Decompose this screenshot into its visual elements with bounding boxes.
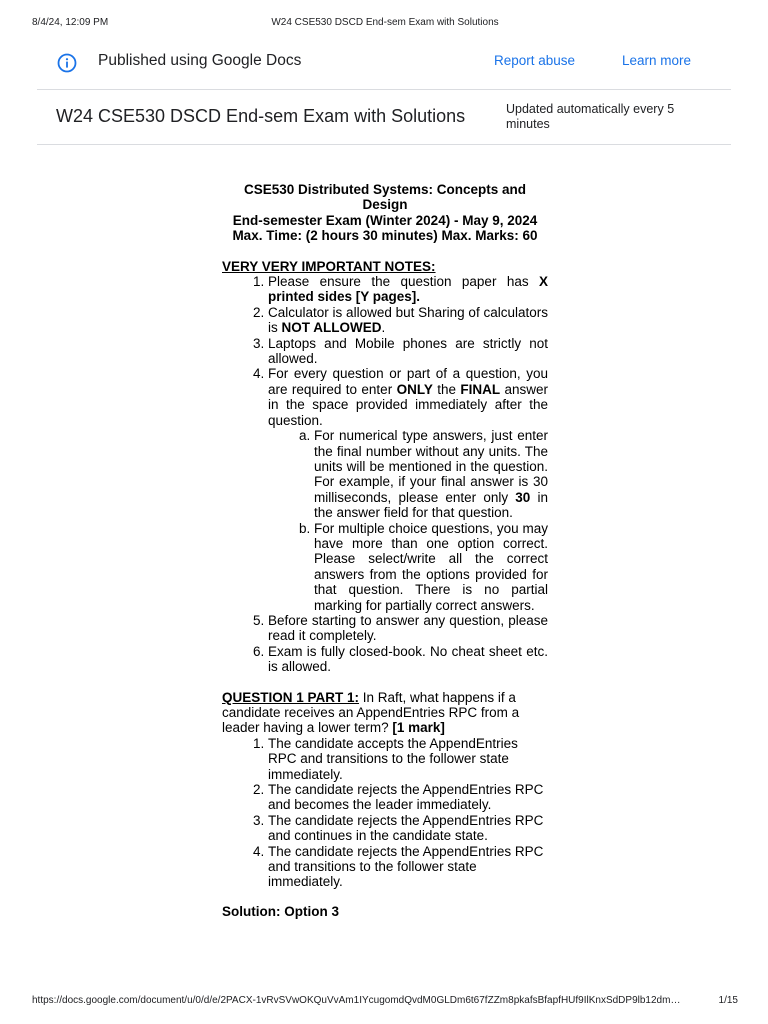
sub-notes-list — [268, 428, 548, 613]
published-bar — [37, 44, 731, 82]
question-text: In Raft, what happens if a candidate receives an AppendEntries RPC from a leader having a lower term? — [222, 689, 520, 736]
list-item: 4. The candidate rejects the AppendEntries RPC and transitions to the follower state immediately. — [268, 844, 548, 890]
list-item — [314, 521, 548, 613]
document-body — [222, 182, 548, 919]
question-1 — [222, 690, 548, 736]
update-notice: Updated automatically every 5 minutes — [506, 102, 675, 131]
list-item: 3. The candidate rejects the AppendEntries RPC and continues in the candidate state. — [268, 813, 548, 844]
note-text: Please ensure the question paper has — [268, 274, 539, 290]
course-title: CSE530 Distributed Systems: Concepts and Design — [243, 182, 527, 213]
question-label: QUESTION 1 PART 1: — [222, 689, 360, 705]
note-emphasis: X printed sides [Y pages]. — [268, 274, 548, 305]
list-item — [268, 336, 548, 367]
note-text: in the answer field for that question. — [314, 489, 548, 521]
info-icon[interactable] — [57, 53, 77, 73]
note-emphasis: NOT ALLOWED — [281, 320, 382, 336]
note-emphasis: ONLY — [396, 381, 433, 397]
notes-heading: VERY VERY IMPORTANT NOTES: — [222, 258, 436, 274]
note-text: For every question or part of a question, you are required to enter — [268, 366, 548, 397]
exam-time-marks: Max. Time: (2 hours 30 minutes) Max. Marks: 60 — [232, 228, 538, 244]
note-text: . — [381, 320, 386, 336]
list-item — [314, 428, 548, 520]
note-emphasis: FINAL — [460, 381, 501, 397]
notes-list — [222, 274, 548, 675]
list-item — [268, 305, 548, 336]
list-item: 2. The candidate rejects the AppendEntries RPC and becomes the leader immediately. — [268, 782, 548, 813]
print-title: W24 CSE530 DSCD End-sem Exam with Solutions — [271, 17, 499, 28]
list-item — [268, 274, 548, 305]
solution: Solution: Option 3 — [222, 903, 339, 919]
divider — [37, 89, 731, 90]
note-text: the — [432, 381, 461, 397]
page-number: 1/15 — [718, 995, 738, 1006]
list-item: 1. The candidate accepts the AppendEntries RPC and transitions to the follower state immediately. — [268, 736, 548, 782]
list-item — [268, 644, 548, 675]
print-date: 8/4/24, 12:09 PM — [32, 17, 109, 28]
report-abuse-link[interactable]: Report abuse — [494, 53, 576, 68]
divider — [37, 144, 731, 145]
exam-info: End-semester Exam (Winter 2024) - May 9, 2024 — [232, 212, 538, 228]
print-url: https://docs.google.com/document/u/0/d/e/2PACX-1vRvSVwOKQuVvAm1IYcugomdQvdM0GLDm6t67fZZm8pkafsBfapfHUf9IlKnxSdDP9lb12dm… — [32, 995, 681, 1006]
question-options — [222, 736, 548, 890]
print-header — [32, 17, 738, 31]
learn-more-link[interactable]: Learn more — [622, 53, 692, 68]
document-title: W24 CSE530 DSCD End-sem Exam with Solutions — [56, 106, 466, 126]
note-text: For numerical type answers, just enter the final number without any units. The units will be mentioned in the question. For example, if your final answer is 30 milliseconds, please enter only — [314, 428, 548, 505]
note-text: answer in the space provided immediately after the question. — [268, 381, 548, 428]
note-text: Calculator is allowed but Sharing of calculators is — [268, 304, 548, 336]
list-item — [268, 366, 548, 613]
list-item — [268, 613, 548, 644]
note-text: Before starting to answer any question, please read it completely. — [268, 612, 548, 644]
note-emphasis: 30 — [515, 489, 531, 505]
published-label: Published using Google Docs — [98, 52, 302, 69]
note-text: For multiple choice questions, you may have more than one option correct. Please select/write all the correct answers from the options provided for that question. There is no partial marking for partially correct answers. — [314, 520, 548, 613]
print-footer — [32, 995, 738, 1009]
question-marks: [1 mark] — [392, 720, 445, 736]
note-text: Laptops and Mobile phones are strictly not allowed. — [268, 335, 548, 367]
note-text: Exam is fully closed-book. No cheat sheet etc. is allowed. — [268, 643, 548, 675]
